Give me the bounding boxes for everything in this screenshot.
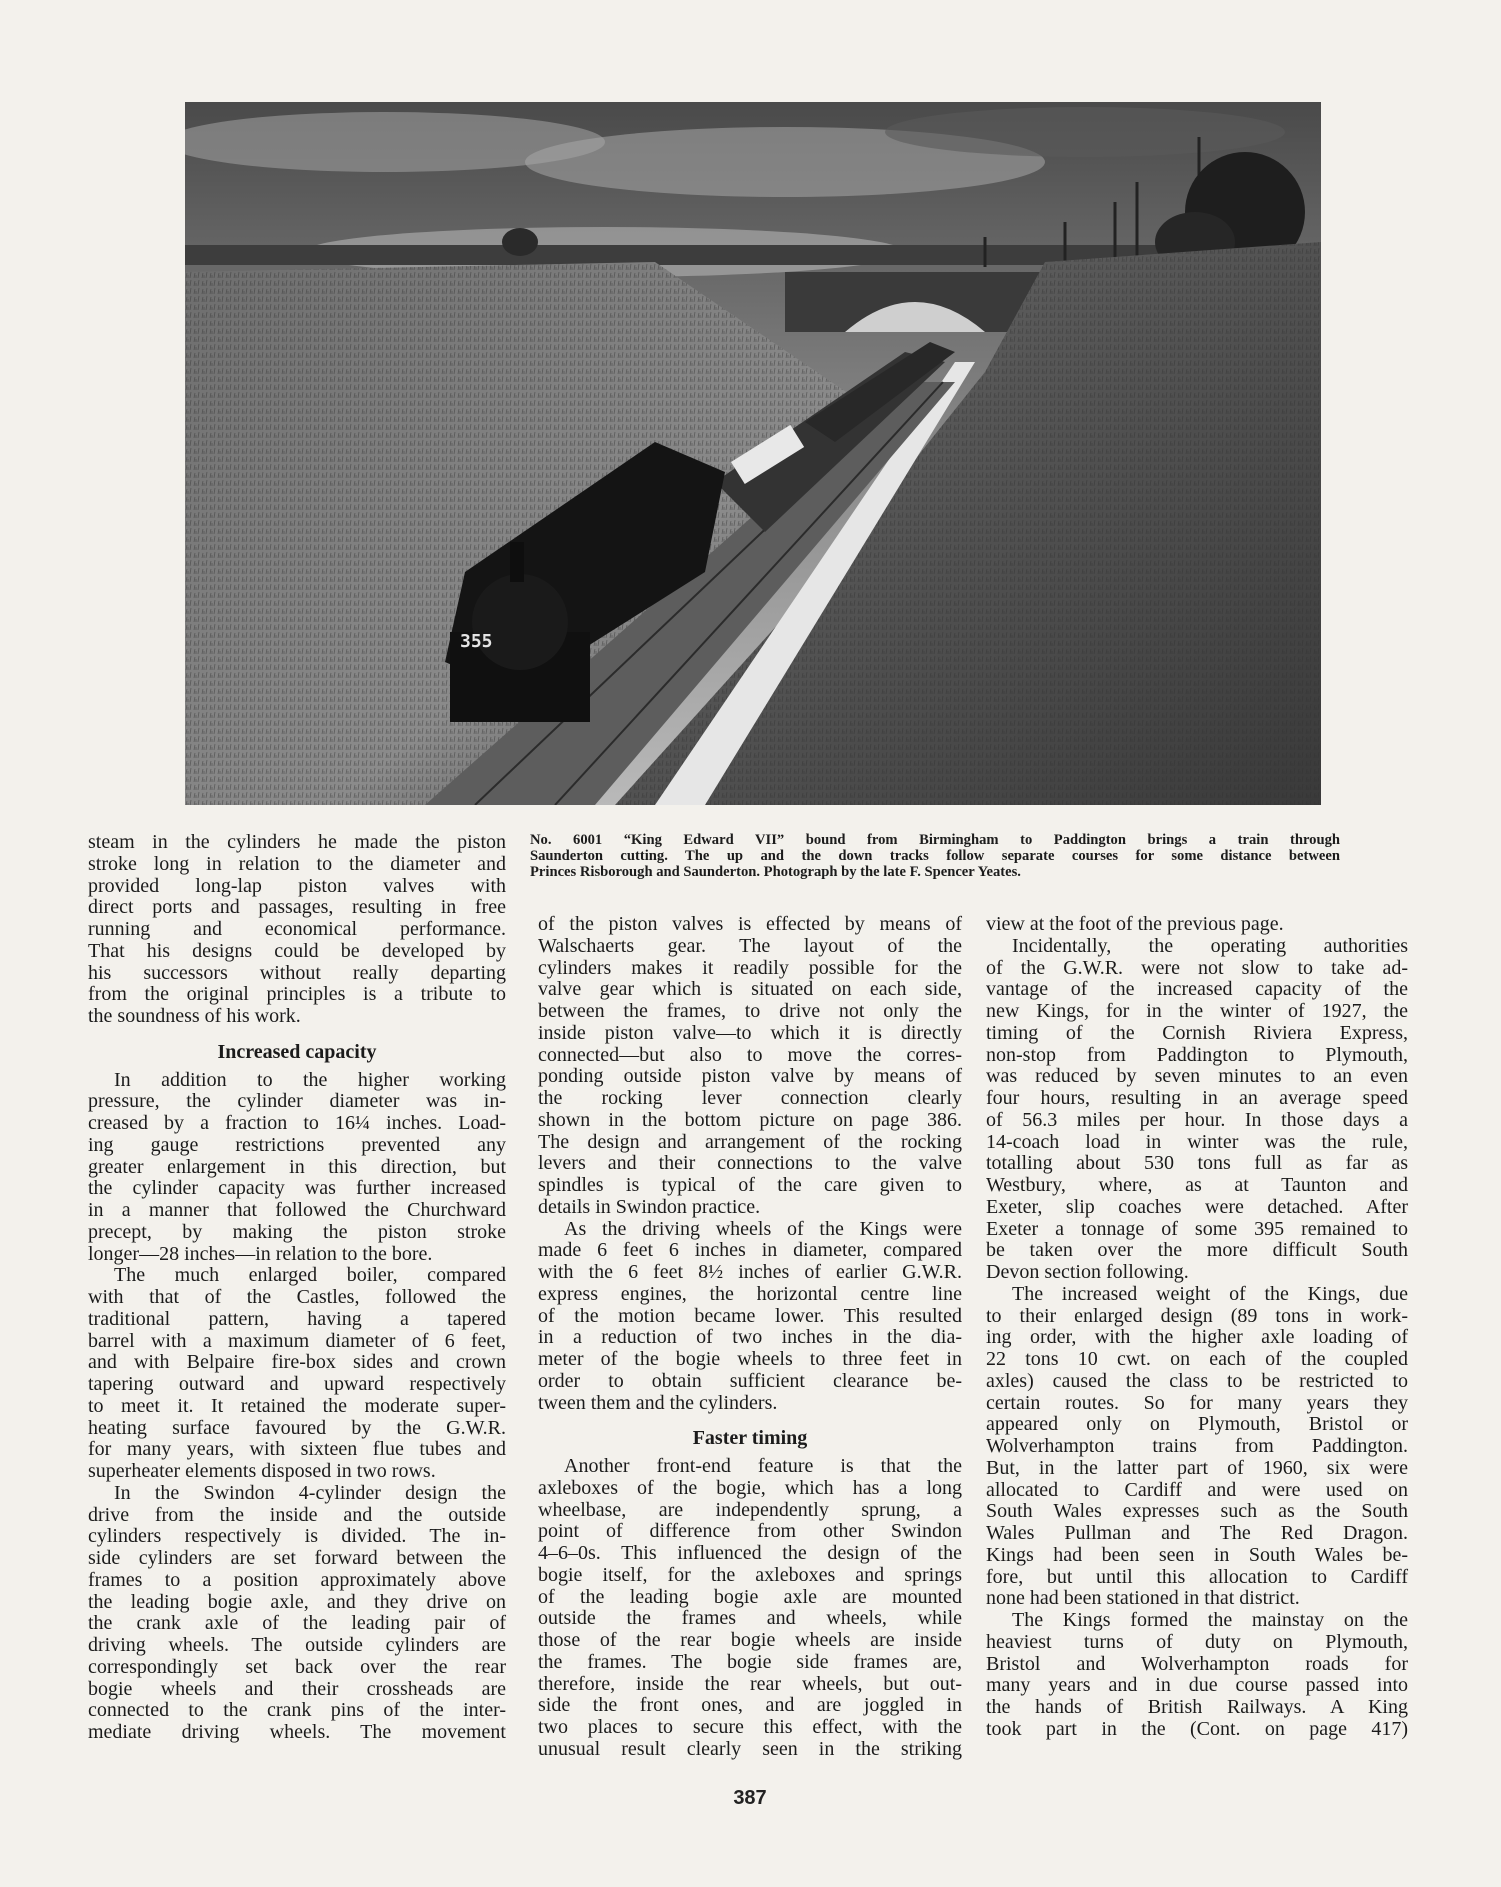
text-line: longer—28 inches—in relation to the bore. <box>88 1242 433 1265</box>
text-line: totalling about 530 tons full as far as <box>986 1152 1408 1175</box>
text-line: traditional pattern, having a tapered <box>88 1307 506 1330</box>
text-column-1 <box>88 832 506 1744</box>
text-column-3 <box>986 914 1408 1741</box>
text-line: shown in the bottom picture on page 386. <box>538 1108 962 1131</box>
text-line: pressure, the cylinder diameter was in- <box>88 1090 506 1113</box>
text-line: ing gauge restrictions prevented any <box>88 1133 506 1156</box>
text-line: heaviest turns of duty on Plymouth, <box>986 1630 1408 1653</box>
section-heading: Faster timing <box>692 1427 808 1450</box>
text-line: side cylinders are set forward between the <box>88 1547 506 1569</box>
text-line: 14-coach load in winter was the rule, <box>986 1130 1408 1153</box>
text-line: In the Swindon 4-cylinder design the <box>114 1481 506 1504</box>
text-line: unusual result clearly seen in the striking <box>538 1737 962 1760</box>
text-line: levers and their connections to the valve <box>538 1152 962 1175</box>
text-line: and with Belpaire fire-box sides and crown <box>88 1351 506 1374</box>
text-line: creased by a fraction to 16¼ inches. Load- <box>88 1112 506 1134</box>
text-line: The increased weight of the Kings, due <box>1012 1282 1408 1305</box>
text-line: Devon section following. <box>986 1261 1189 1283</box>
text-line: direct ports and passages, resulting in free <box>88 896 506 919</box>
text-line: the hands of British Railways. A King <box>986 1696 1408 1718</box>
text-line: cylinders respectively is divided. The in- <box>88 1525 506 1548</box>
text-line: meter of the bogie wheels to three feet in <box>538 1348 962 1370</box>
text-line: express engines, the horizontal centre line <box>538 1282 962 1305</box>
text-line: none had been stationed in that district. <box>986 1587 1300 1610</box>
text-line: ing order, with the higher axle loading of <box>986 1326 1408 1349</box>
text-line: cylinders makes it readily possible for the <box>538 956 962 979</box>
text-line: stroke long in relation to the diameter and <box>88 852 506 875</box>
text-line: allocated to Cardiff and were used on <box>986 1478 1408 1501</box>
text-line: Incidentally, the operating authorities <box>1012 934 1408 957</box>
text-line: axleboxes of the bogie, which has a long <box>538 1476 962 1499</box>
text-line: outside the frames and wheels, while <box>538 1607 962 1630</box>
text-line: the frames. The bogie side frames are, <box>538 1650 962 1673</box>
text-line: driving wheels. The outside cylinders are <box>88 1634 506 1656</box>
text-line: 4–6–0s. This influenced the design of the <box>538 1542 962 1564</box>
text-line: heating surface favoured by the G.W.R. <box>88 1416 506 1439</box>
text-line: therefore, inside the rear wheels, but out- <box>538 1672 962 1695</box>
text-line: vantage of the increased capacity of the <box>986 978 1408 1001</box>
text-line: Walschaerts gear. The layout of the <box>538 934 962 957</box>
text-line: superheater elements disposed in two rows. <box>88 1460 436 1482</box>
text-line: timing of the Cornish Riviera Express, <box>986 1021 1408 1044</box>
text-line: The design and arrangement of the rocking <box>538 1130 962 1153</box>
text-line: was reduced by seven minutes to an even <box>986 1065 1408 1088</box>
text-line: order to obtain sufficient clearance be- <box>538 1369 962 1392</box>
text-line: four hours, resulting in an average speed <box>986 1087 1408 1109</box>
text-line: with that of the Castles, followed the <box>88 1286 506 1308</box>
text-line: new Kings, for in the winter of 1927, the <box>986 1000 1408 1022</box>
text-line: for many years, with sixteen flue tubes and <box>88 1438 506 1461</box>
text-line: view at the foot of the previous page. <box>986 913 1284 935</box>
text-line: in a manner that followed the Churchward <box>88 1199 506 1221</box>
page-number: 387 <box>733 1787 767 1809</box>
text-line: connected—but also to move the corres- <box>538 1043 962 1066</box>
text-line: precept, by making the piston stroke <box>88 1220 506 1243</box>
text-line: correspondingly set back over the rear <box>88 1655 506 1678</box>
text-line: bogie wheels and their crossheads are <box>88 1677 506 1700</box>
text-line: Wolverhampton trains from Paddington. <box>986 1435 1408 1457</box>
text-line: in a reduction of two inches in the dia- <box>538 1326 962 1349</box>
text-line: the cylinder capacity was further increased <box>88 1177 506 1200</box>
text-line: of the motion became lower. This resulted <box>538 1304 962 1327</box>
text-line: bogie itself, for the axleboxes and springs <box>538 1563 962 1586</box>
text-line: side the front ones, and are joggled in <box>538 1694 962 1717</box>
text-line: took part in the (Cont. on page 417) <box>986 1717 1408 1740</box>
text-line: tween them and the cylinders. <box>538 1391 778 1414</box>
text-line: of the G.W.R. were not slow to take ad- <box>986 956 1408 979</box>
text-line: provided long-lap piston valves with <box>88 874 506 897</box>
text-line: drive from the inside and the outside <box>88 1503 506 1526</box>
engine-number-plate: 355 <box>460 631 493 652</box>
text-line: those of the rear bogie wheels are inside <box>538 1629 962 1651</box>
text-line: tapering outward and upward respectively <box>88 1373 506 1395</box>
text-line: made 6 feet 6 inches in diameter, compared <box>538 1239 962 1262</box>
photo-caption <box>530 832 1340 881</box>
section-heading: Increased capacity <box>217 1040 377 1063</box>
text-line: wheelbase, are independently sprung, a <box>538 1498 962 1521</box>
text-line: greater enlargement in this direction, but <box>88 1155 506 1178</box>
text-line: That his designs could be developed by <box>88 939 506 962</box>
caption-line: No. 6001 “King Edward VII” bound from Birmingham to Paddington brings a train through <box>530 832 1340 848</box>
text-line: the soundness of his work. <box>88 1005 301 1027</box>
text-line: to their enlarged design (89 tons in work- <box>986 1304 1408 1327</box>
text-line: Westbury, where, as at Taunton and <box>986 1174 1408 1196</box>
text-line: Bristol and Wolverhampton roads for <box>986 1652 1408 1675</box>
text-line: connected to the crank pins of the inter- <box>88 1699 506 1722</box>
text-line: be taken over the more difficult South <box>986 1239 1408 1262</box>
text-line: steam in the cylinders he made the piston <box>88 831 506 853</box>
text-line: inside piston valve—to which it is directly <box>538 1021 962 1044</box>
text-line: the rocking lever connection clearly <box>538 1087 962 1109</box>
text-line: to meet it. It retained the moderate super- <box>88 1394 506 1417</box>
text-line: appeared only on Plymouth, Bristol or <box>986 1413 1408 1436</box>
text-line: barrel with a maximum diameter of 6 feet, <box>88 1329 506 1352</box>
text-line: running and economical performance. <box>88 918 506 940</box>
text-line: The much enlarged boiler, compared <box>114 1264 506 1287</box>
text-line: South Wales expresses such as the South <box>986 1500 1408 1523</box>
text-line: Kings had been seen in South Wales be- <box>986 1543 1408 1566</box>
train-photograph <box>185 102 1321 805</box>
caption-line: Princes Risborough and Saunderton. Photograph by the late F. Spencer Yeates. <box>530 864 1021 881</box>
text-line: certain routes. So for many years they <box>986 1391 1408 1414</box>
text-line: frames to a position approximately above <box>88 1568 506 1591</box>
caption-line: Saunderton cutting. The up and the down tracks follow separate courses for some distance between <box>530 848 1340 865</box>
text-line: many years and in due course passed into <box>986 1674 1408 1697</box>
text-line: Exeter, slip coaches were detached. After <box>986 1195 1408 1218</box>
text-line: spindles is typical of the care given to <box>538 1174 962 1196</box>
text-line: from the original principles is a tribute to <box>88 983 506 1006</box>
text-line: his successors without really departing <box>88 961 506 984</box>
text-line: of 56.3 miles per hour. In those days a <box>986 1108 1408 1131</box>
text-line: Exeter a tonnage of some 395 remained to <box>986 1217 1408 1240</box>
text-line: Another front-end feature is that the <box>564 1455 962 1477</box>
text-line: two places to secure this effect, with the <box>538 1716 962 1738</box>
text-line: As the driving wheels of the Kings were <box>564 1217 962 1240</box>
text-line: The Kings formed the mainstay on the <box>1012 1609 1408 1631</box>
text-line: ponding outside piston valve by means of <box>538 1065 962 1088</box>
text-line: In addition to the higher working <box>114 1068 506 1091</box>
text-line: the crank axle of the leading pair of <box>88 1612 506 1635</box>
text-line: But, in the latter part of 1960, six were <box>986 1456 1408 1479</box>
text-line: mediate driving wheels. The movement <box>88 1721 506 1743</box>
text-line: non-stop from Paddington to Plymouth, <box>986 1043 1408 1066</box>
text-line: of the leading bogie axle are mounted <box>538 1585 962 1608</box>
text-line: between the frames, to drive not only the <box>538 1000 962 1022</box>
text-line: with the 6 feet 8½ inches of earlier G.W.R. <box>538 1261 962 1283</box>
text-column-2 <box>538 914 962 1761</box>
text-line: fore, but until this allocation to Cardiff <box>986 1565 1408 1588</box>
text-line: 22 tons 10 cwt. on each of the coupled <box>986 1348 1408 1370</box>
text-line: of the piston valves is effected by means of <box>538 913 962 935</box>
text-line: Wales Pullman and The Red Dragon. <box>986 1522 1408 1544</box>
text-line: point of difference from other Swindon <box>538 1520 962 1543</box>
text-line: valve gear which is situated on each side, <box>538 978 962 1001</box>
text-line: details in Swindon practice. <box>538 1195 761 1218</box>
text-line: the leading bogie axle, and they drive on <box>88 1590 506 1613</box>
text-line: axles) caused the class to be restricted to <box>986 1369 1408 1392</box>
